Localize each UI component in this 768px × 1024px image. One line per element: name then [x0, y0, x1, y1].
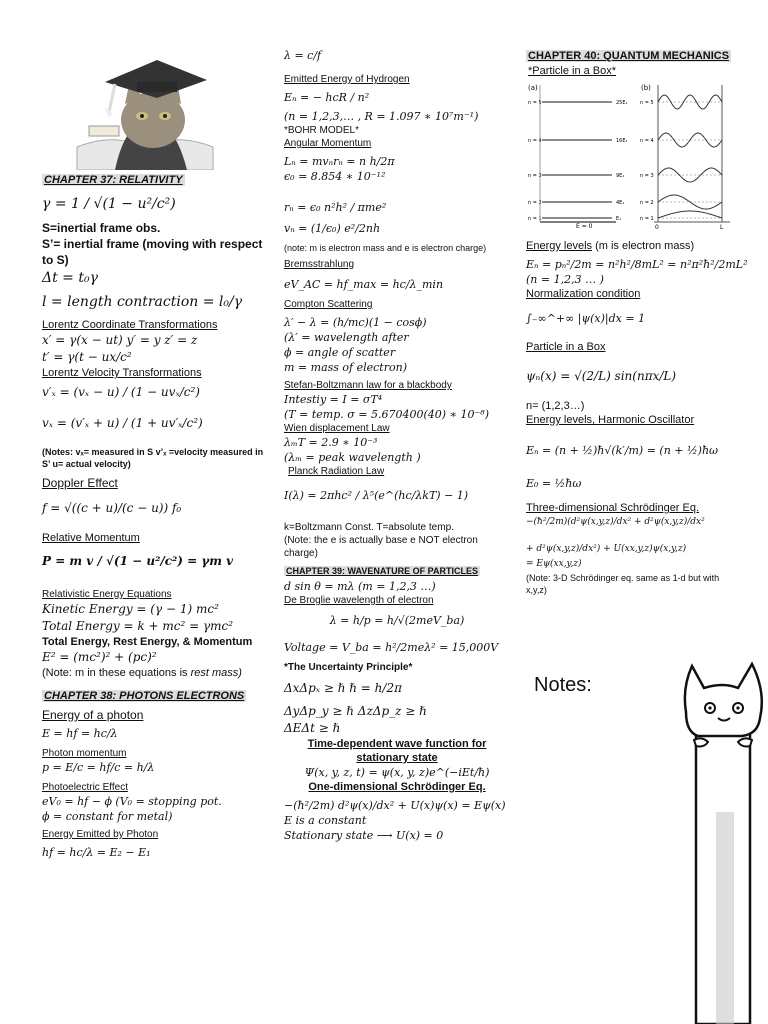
column-relativity	[42, 170, 264, 860]
three-d-eq-1: −(ħ²/2m)(d²ψ(x,y,z)/dx² + d²ψ(x,y,z)/dx²	[526, 517, 705, 527]
one-d-equation: −(ħ²/2m) d²ψ(x)/dx² + U(x)ψ(x) = Eψ(x)	[284, 799, 506, 812]
harm-e0: E₀ = ½ħω	[526, 477, 582, 490]
energy-levels-note: (m is electron mass)	[595, 240, 695, 252]
energy-levels-heading	[526, 239, 740, 253]
longcat-image	[668, 652, 768, 1024]
energy-value-label: 16E₁	[616, 138, 628, 144]
brems-equation: eV_AC = hf_max = hc/λ_min	[284, 278, 444, 291]
photoelectric-phi: ϕ = constant for metal)	[42, 810, 173, 823]
debroglie-equation: λ = h/p = h/√(2meV_ba)	[329, 614, 465, 627]
notes-label: Notes:	[534, 674, 592, 696]
hydrogen-equation: Eₙ = − hcR / n²	[284, 91, 370, 104]
compton-note-1: (λ′ = wavelength after	[284, 331, 409, 344]
rel-energy-title: Relativistic Energy Equations	[42, 589, 172, 600]
chapter-39-heading: CHAPTER 39: WAVENATURE OF PARTICLES	[286, 566, 479, 576]
axis-zero-label: 0	[655, 224, 659, 230]
e-constant: E is a constant	[284, 814, 367, 827]
electron-note: (note: m is electron mass and e is electron charge)	[284, 243, 487, 253]
pib-equation: ψₙ(x) = √(2/L) sin(nπx/L)	[526, 369, 677, 383]
length-contraction-equation: l = length contraction = l₀/γ	[42, 294, 243, 310]
norm-title: Normalization condition	[526, 288, 641, 300]
planck-equation: I(λ) = 2πhc² / λ⁵(e^(hc/λkT) − 1)	[284, 489, 469, 502]
column-atomic	[284, 48, 510, 843]
particle-box-figure	[526, 80, 740, 230]
level-label-left: n = 3	[528, 173, 542, 179]
three-d-title: Three-dimensional Schrödinger Eq.	[526, 502, 700, 514]
rel-momentum-equation: P = m v / √(1 − u²/c²) = γm v	[42, 554, 234, 568]
lorentz-vel-title: Lorentz Velocity Transformations	[42, 367, 202, 379]
stefan-constant: (T = temp. σ = 5.670400(40) ∗ 10⁻⁸)	[284, 408, 489, 421]
energy-levels-title: Energy levels	[526, 240, 593, 252]
radius-equation: rₙ = ϵ₀ n²h² / πme²	[284, 201, 387, 214]
compton-note-2: ϕ = angle of scatter	[284, 346, 396, 359]
energy-levels-left	[528, 100, 628, 222]
stationary-state: Stationary state ⟶ U(x) = 0	[284, 829, 444, 842]
angular-equation: Lₙ = mvₙrₙ = n h/2π	[284, 155, 395, 168]
energy-emitted-title: Energy Emitted by Photon	[42, 829, 159, 840]
planck-k: k=Boltzmann Const. T=absolute temp.	[284, 522, 454, 533]
debroglie-title: De Broglie wavelength of electron	[284, 595, 434, 606]
lorentz-vel-eq-1: v′ₓ = (vₓ − u) / (1 − uvₓ/c²)	[42, 385, 200, 399]
lorentz-coord-eq-2: t′ = γ(t − ux/c²	[42, 350, 132, 364]
uncertainty-eq-3: ΔEΔt ≥ ℏ	[284, 721, 341, 735]
planck-title: Planck Radiation Law	[288, 466, 385, 477]
box-title: *Particle in a Box*	[528, 65, 617, 77]
photon-momentum-title: Photon momentum	[42, 748, 127, 759]
lorentz-coord-eq-1: x′ = γ(x − ut) y′ = y z′ = z	[42, 333, 198, 347]
stefan-equation: Intestiy = I = σT⁴	[284, 393, 383, 406]
level-label-left: n = 2	[528, 200, 542, 206]
level-label-right: n = 1	[640, 216, 654, 222]
s-prime-definition: S’= inertial frame (moving with respect to S)	[42, 237, 263, 267]
axis-l-label: L	[720, 224, 724, 230]
stefan-title: Stefan-Boltzmann law for a blackbody	[284, 380, 452, 391]
compton-note-3: m = mass of electron)	[284, 361, 407, 374]
energy-emitted-equation: hf = hc/λ = E₂ − E₁	[42, 846, 151, 859]
grating-equation: d sin θ = mλ (m = 1,2,3 …)	[284, 580, 436, 593]
level-label-right: n = 5	[640, 100, 654, 106]
doppler-equation: f = √((c + u)/(c − u)) f₀	[42, 501, 182, 515]
hydrogen-title: Emitted Energy of Hydrogen	[284, 74, 410, 85]
s-definition: S=inertial frame obs.	[42, 221, 161, 235]
lorentz-vel-eq-2: vₓ = (v′ₓ + u) / (1 + uv′ₓ/c²)	[42, 416, 203, 430]
energy-value-label: 9E₁	[616, 173, 625, 179]
time-dep-title: Time-dependent wave function for stationary state	[307, 738, 487, 764]
mass-note-text: (Note: m in these equations is	[42, 667, 188, 679]
three-d-eq-3: = Eψ(xx,y,z)	[526, 559, 582, 569]
fig-a-label: (a)	[528, 84, 538, 92]
uncertainty-eq-2: ΔyΔp_y ≥ ℏ ΔzΔp_z ≥ ℏ	[284, 704, 427, 718]
photon-energy-equation: E = hf = hc/λ	[42, 727, 118, 740]
harm-title: Energy levels, Harmonic Oscillator	[526, 414, 695, 426]
angular-title: Angular Momentum	[284, 138, 372, 149]
level-label-left: n = 1	[528, 216, 542, 222]
energy-value-label: 4E₁	[616, 200, 625, 206]
level-label-right: n = 3	[640, 173, 654, 179]
level-label-right: n = 2	[640, 200, 654, 206]
mass-note	[42, 666, 264, 680]
norm-equation: ∫₋∞^+∞ |ψ(x)|dx = 1	[526, 312, 646, 325]
one-d-title: One-dimensional Schrödinger Eq.	[308, 781, 486, 793]
gamma-equation: γ = 1 / √(1 − u²/c²)	[42, 196, 176, 212]
chapter-40-heading: CHAPTER 40: QUANTUM MECHANICS	[528, 50, 730, 62]
energy-momentum-equation: E² = (mc²)² + (pc)²	[42, 650, 157, 664]
epsilon-equation: ϵ₀ = 8.854 ∗ 10⁻¹²	[284, 170, 386, 183]
time-dilation-equation: Δt = t₀γ	[42, 270, 98, 286]
energy-value-label: E₁	[616, 216, 622, 222]
chapter-38-heading: CHAPTER 38: PHOTONS ELECTRONS	[44, 690, 245, 702]
rel-momentum-title: Relative Momentum	[42, 532, 140, 544]
wavefunctions-right	[640, 95, 722, 222]
wien-equation: λₘT = 2.9 ∗ 10⁻³	[284, 436, 378, 449]
level-label-left: n = 5	[528, 100, 542, 106]
energy-value-label: 25E₁	[616, 100, 628, 106]
doppler-title: Doppler Effect	[42, 476, 118, 490]
uncertainty-title: *The Uncertainty Principle*	[284, 662, 413, 673]
velocity-note: (Notes: vₓ= measured in S v’ₓ =velocity measured in S’ u= actual velocity)	[42, 447, 264, 469]
energy-levels-n: (n = 1,2,3 … )	[526, 273, 604, 286]
wien-title: Wien displacement Law	[284, 423, 390, 434]
energy-levels-equation: Eₙ = pₙ²/2m = n²h²/8mL² = n²π²ħ²/2mL²	[526, 258, 748, 271]
photon-momentum-equation: p = E/c = hf/c = h/λ	[42, 761, 155, 774]
fig-b-label: (b)	[641, 84, 651, 92]
hydrogen-n: (n = 1,2,3,… , R = 1.097 ∗ 10⁷m⁻¹)	[284, 110, 479, 123]
velocity-equation: vₙ = (1/ϵ₀) e²/2nh	[284, 222, 381, 235]
level-label-left: n = 4	[528, 138, 542, 144]
photoelectric-equation: eV₀ = hf − ϕ (V₀ = stopping pot.	[42, 795, 222, 808]
compton-equation: λ′ − λ = (h/mc)(1 − cosϕ)	[284, 316, 427, 329]
pib-title: Particle in a Box	[526, 341, 606, 353]
bohr-title: *BOHR MODEL*	[284, 125, 360, 136]
three-d-note: (Note: 3-D Schrödinger eq. same as 1-d but with x,y,z)	[526, 573, 720, 595]
compton-title: Compton Scattering	[284, 299, 373, 310]
photon-energy-title: Energy of a photon	[42, 708, 144, 722]
column-quantum	[526, 46, 748, 596]
time-dep-equation: Ψ(x, y, z, t) = ψ(x, y, z)e^(−iEt/ħ)	[304, 766, 490, 779]
kinetic-energy-equation: Kinetic Energy = (γ − 1) mc²	[42, 602, 219, 616]
planck-note: (Note: the e is actually base e NOT electron charge)	[284, 535, 478, 559]
pib-n: n= (1,2,3…)	[526, 400, 585, 412]
mass-note-rest: rest mass)	[190, 667, 242, 679]
voltage-equation: Voltage = V_ba = h²/2meλ² = 15,000V	[284, 641, 499, 654]
wavefunction-curve	[658, 211, 722, 218]
total-energy-equation: Total Energy = k + mc² = γmc²	[42, 619, 234, 633]
lambda-equation: λ = c/f	[284, 49, 322, 62]
e-zero-label: E = 0	[576, 223, 593, 230]
chapter-37-heading: CHAPTER 37: RELATIVITY	[44, 174, 183, 186]
harm-equation: Eₙ = (n + ½)ħ√(k′/m) = (n + ½)ħω	[526, 444, 719, 457]
wien-note: (λₘ = peak wavelength )	[284, 451, 421, 464]
total-rest-momentum: Total Energy, Rest Energy, & Momentum	[42, 636, 253, 648]
uncertainty-eq-1: ΔxΔpₓ ≥ ℏ ℏ = h/2π	[284, 681, 402, 695]
three-d-eq-2: + d²ψ(x,y,z)/dx²) + U(xx,y,z)ψ(x,y,z)	[526, 544, 687, 554]
brems-title: Bremsstrahlung	[284, 259, 355, 270]
graduate-cat-image	[75, 52, 215, 170]
photoelectric-title: Photoelectric Effect	[42, 782, 128, 793]
level-label-right: n = 4	[640, 138, 654, 144]
lorentz-coord-title: Lorentz Coordinate Transformations	[42, 319, 218, 331]
